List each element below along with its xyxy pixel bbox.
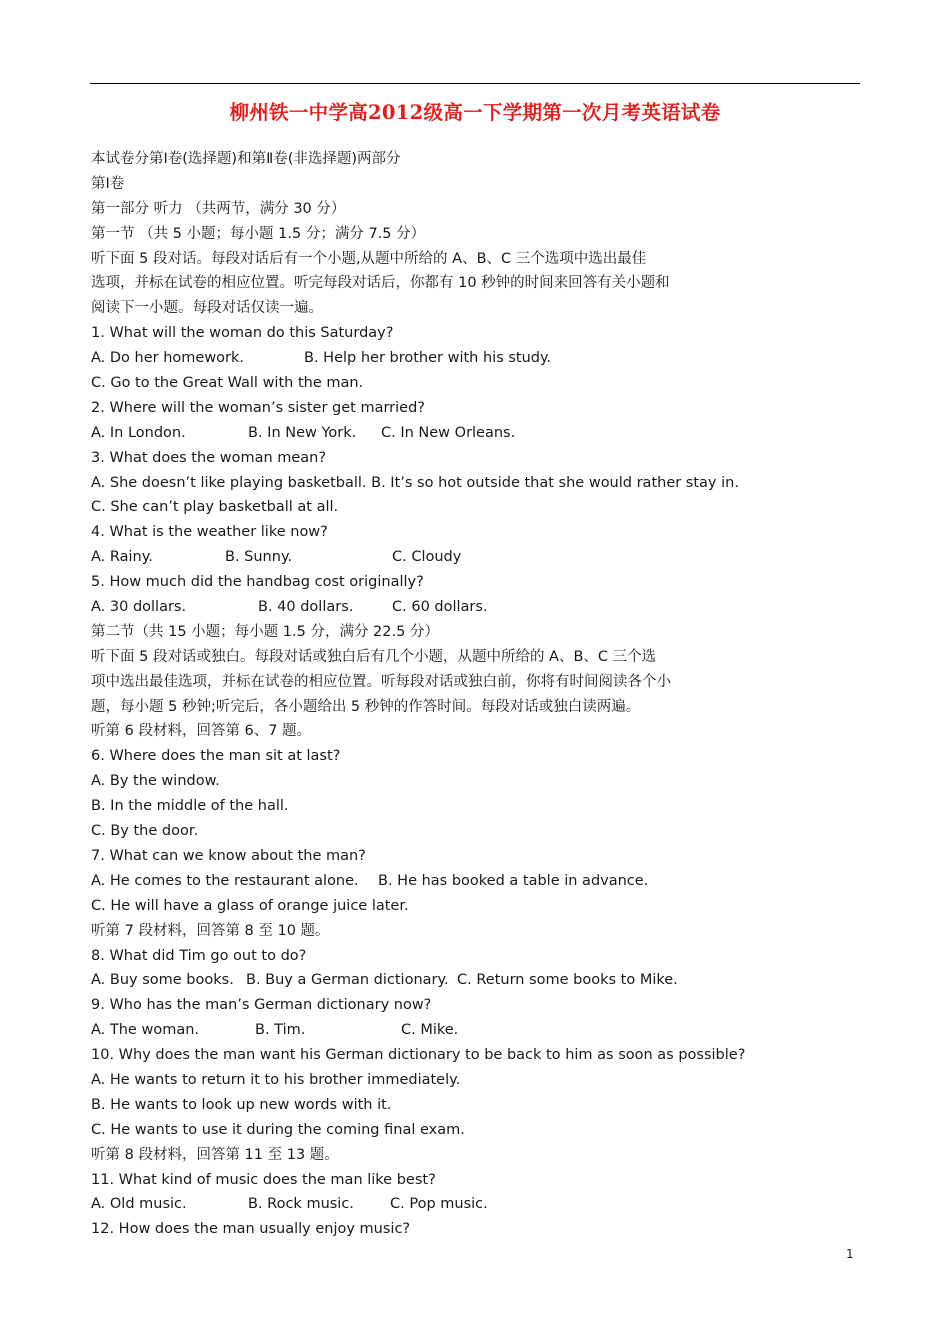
option-c: C. By the door. bbox=[91, 823, 199, 840]
instruction-line: 项中选出最佳选项，并标在试卷的相应位置。听每段对话或独白前，你将有时间阅读各个小 bbox=[91, 673, 671, 690]
options-row bbox=[91, 545, 871, 570]
part-heading: 第一部分 听力 （共两节，满分 30 分） bbox=[91, 200, 346, 217]
option-b: B. In the middle of the hall. bbox=[91, 798, 289, 815]
option-b: B. He has booked a table in advance. bbox=[378, 872, 649, 889]
options-row bbox=[91, 1192, 871, 1217]
option-b: B. 40 dollars. bbox=[258, 599, 354, 616]
option-a: A. Buy some books. bbox=[91, 972, 234, 989]
option-c: C. Pop music. bbox=[390, 1196, 488, 1213]
options-row bbox=[91, 869, 871, 894]
question-10: 10. Why does the man want his German dictionary to be back to him as soon as possible? bbox=[91, 1047, 746, 1064]
exam-content bbox=[91, 147, 871, 1242]
option-c: C. Cloudy bbox=[392, 549, 462, 566]
header-rule bbox=[90, 83, 860, 84]
option-c: C. He wants to use it during the coming final exam. bbox=[91, 1121, 465, 1138]
option-a: A. Do her homework. bbox=[91, 350, 245, 367]
question-2: 2. Where will the woman’s sister get married? bbox=[91, 399, 425, 416]
instruction-line: 听下面 5 段对话。每段对话后有一个小题,从题中所给的 A、B、C 三个选项中选出最佳 bbox=[91, 250, 647, 267]
question-12: 12. How does the man usually enjoy music? bbox=[91, 1221, 411, 1238]
options-row bbox=[91, 421, 871, 446]
option-b: B. Buy a German dictionary. bbox=[246, 972, 449, 989]
page-number: 1 bbox=[846, 1247, 854, 1261]
options-row bbox=[91, 1018, 871, 1043]
option-c: C. She can’t play basketball at all. bbox=[91, 499, 339, 516]
option-a: A. Old music. bbox=[91, 1196, 187, 1213]
option-b: B. Tim. bbox=[255, 1022, 306, 1039]
options-row bbox=[91, 968, 871, 993]
option-b: B. Sunny. bbox=[225, 549, 293, 566]
material-heading: 听第 8 段材料，回答第 11 至 13 题。 bbox=[91, 1146, 339, 1163]
material-heading: 听第 7 段材料，回答第 8 至 10 题。 bbox=[91, 922, 330, 939]
option-a: A. Rainy. bbox=[91, 549, 153, 566]
question-6: 6. Where does the man sit at last? bbox=[91, 748, 341, 765]
question-11: 11. What kind of music does the man like best? bbox=[91, 1171, 436, 1188]
instruction-line: 选项，并标在试卷的相应位置。听完每段对话后，你都有 10 秒钟的时间来回答有关小题和 bbox=[91, 275, 670, 292]
option-c: C. Go to the Great Wall with the man. bbox=[91, 375, 364, 392]
option-a: A. The woman. bbox=[91, 1022, 199, 1039]
question-5: 5. How much did the handbag cost originally? bbox=[91, 574, 424, 591]
option-a: A. 30 dollars. bbox=[91, 599, 187, 616]
question-8: 8. What did Tim go out to do? bbox=[91, 947, 307, 964]
question-9: 9. Who has the man’s German dictionary now? bbox=[91, 997, 432, 1014]
intro-line: 本试卷分第Ⅰ卷(选择题)和第Ⅱ卷(非选择题)两部分 bbox=[91, 151, 401, 167]
options-row bbox=[91, 595, 871, 620]
option-c: C. In New Orleans. bbox=[381, 424, 516, 441]
question-1: 1. What will the woman do this Saturday? bbox=[91, 325, 394, 342]
exam-title: 柳州铁一中学高2012级高一下学期第一次月考英语试卷 bbox=[229, 101, 721, 124]
instruction-line: 阅读下一小题。每段对话仅读一遍。 bbox=[91, 300, 323, 317]
option-a: A. He wants to return it to his brother immediately. bbox=[91, 1071, 461, 1088]
option-c: C. 60 dollars. bbox=[392, 599, 488, 616]
option-a: A. By the window. bbox=[91, 773, 220, 790]
option-b: B. Rock music. bbox=[248, 1196, 354, 1213]
option-a: A. In London. bbox=[91, 424, 186, 441]
option-c: C. Return some books to Mike. bbox=[457, 972, 678, 989]
instruction-line: 听下面 5 段对话或独白。每段对话或独白后有几个小题，从题中所给的 A、B、C 三个选 bbox=[91, 648, 657, 665]
section-heading: 第一节 （共 5 小题；每小题 1.5 分；满分 7.5 分） bbox=[91, 225, 426, 242]
question-3: 3. What does the woman mean? bbox=[91, 449, 327, 466]
material-heading: 听第 6 段材料，回答第 6、7 题。 bbox=[91, 723, 312, 740]
option-b: B. Help her brother with his study. bbox=[304, 350, 552, 367]
option-c: C. Mike. bbox=[401, 1022, 459, 1039]
options-row bbox=[91, 346, 871, 371]
question-4: 4. What is the weather like now? bbox=[91, 524, 328, 541]
option-b: B. In New York. bbox=[248, 424, 357, 441]
option-b: B. He wants to look up new words with it. bbox=[91, 1096, 392, 1113]
options-row: A. She doesn’t like playing basketball. B. It’s so hot outside that she would rather stay in. bbox=[91, 474, 739, 491]
option-a: A. He comes to the restaurant alone. bbox=[91, 872, 359, 889]
option-c: C. He will have a glass of orange juice later. bbox=[91, 897, 409, 914]
section-heading: 第二节（共 15 小题；每小题 1.5 分，满分 22.5 分） bbox=[91, 623, 439, 640]
instruction-line: 题，每小题 5 秒钟;听完后，各小题给出 5 秒钟的作答时间。每段对话或独白读两遍。 bbox=[91, 698, 641, 715]
question-7: 7. What can we know about the man? bbox=[91, 847, 366, 864]
volume-heading: 第Ⅰ卷 bbox=[91, 175, 125, 192]
